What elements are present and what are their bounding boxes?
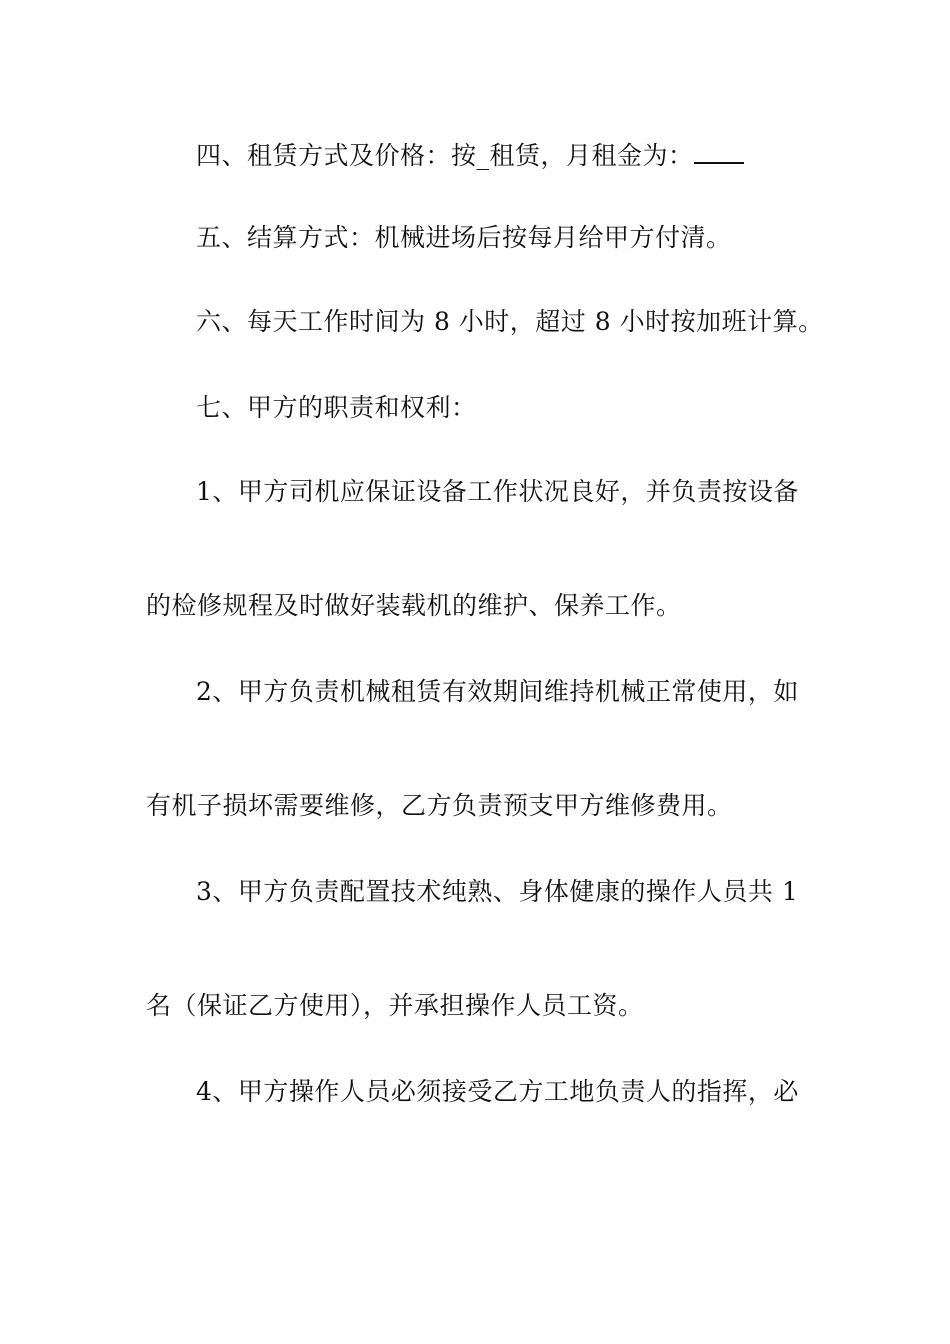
clause-5-settlement: 五、结算方式：机械进场后按每月给甲方付清。 (196, 223, 732, 252)
item-1-line-1: 1、甲方司机应保证设备工作状况良好，并负责按设备 (196, 477, 799, 506)
item-3-line-2: 名（保证乙方使用），并承担操作人员工资。 (146, 991, 644, 1020)
rent-amount-blank (694, 138, 744, 164)
clause-7-heading: 七、甲方的职责和权利： (196, 393, 477, 422)
item-1-line-2: 的检修规程及时做好装载机的维护、保养工作。 (146, 591, 682, 620)
item-2-line-2: 有机子损坏需要维修，乙方负责预支甲方维修费用。 (146, 791, 733, 820)
item-4-line-1: 4、甲方操作人员必须接受乙方工地负责人的指挥，必 (196, 1077, 799, 1106)
item-2-line-1: 2、甲方负责机械租赁有效期间维持机械正常使用，如 (196, 677, 799, 706)
clause-4-text: 四、租赁方式及价格：按_租赁，月租金为： (196, 141, 694, 170)
clause-4-rental-method (196, 138, 744, 172)
item-3-line-1: 3、甲方负责配置技术纯熟、身体健康的操作人员共 1 (196, 877, 799, 906)
clause-6-working-hours: 六、每天工作时间为 8 小时，超过 8 小时按加班计算。 (196, 307, 824, 336)
